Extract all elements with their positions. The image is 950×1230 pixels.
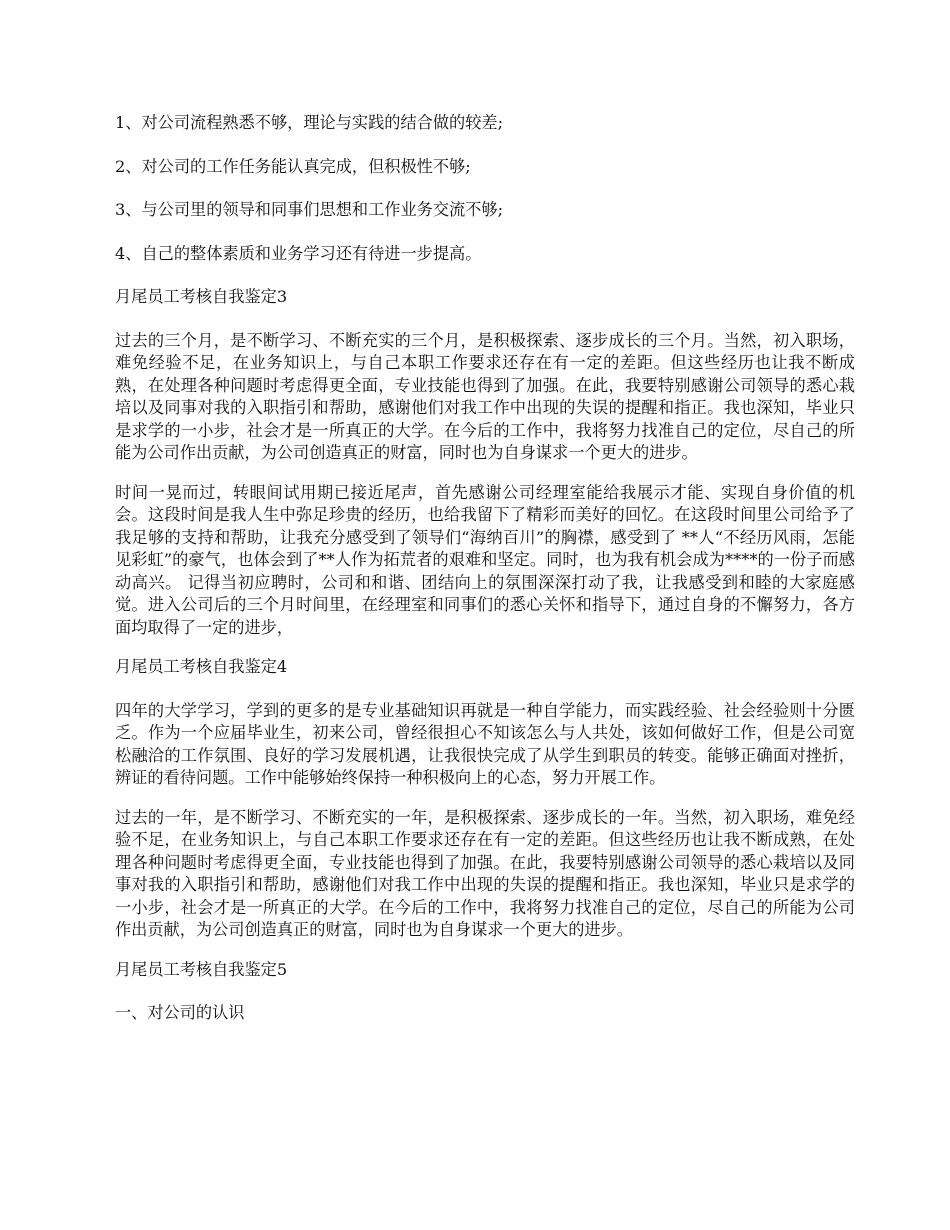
- list-item: 4、自己的整体素质和业务学习还有待进一步提高。: [115, 243, 482, 263]
- subheading-5-1: 一、对公司的认识: [115, 1003, 245, 1022]
- list-item: 1、对公司流程熟悉不够，理论与实践的结合做的较差;: [115, 113, 504, 132]
- document-body: [115, 112, 855, 1025]
- section-heading-5: 月尾员工考核自我鉴定5: [115, 959, 288, 979]
- paragraph-3a: 过去的三个月，是不断学习、不断充实的三个月，是积极探索、逐步成长的三个月。当然，初入职场，难免经验不足，在业务知识上，与自己本职工作要求还存在有一定的差距。但这些经历也让我不断成熟，在处理各种问题时考虑得更全面，专业技能也得到了加强。在此，我要特别感谢公司领导的悉心栽培以及同事对我的入职指引和帮助，感谢他们对我工作中出现的失误的提醒和指正。我也深知，毕业只是求学的一小步，社会才是一所真正的大学。在今后的工作中，我将努力找准自己的定位，尽自己的所能为公司作出贡献，为公司创造真正的财富，同时也为自身谋求一个更大的进步。: [115, 330, 855, 462]
- list-item: 3、与公司里的领导和同事们思想和工作业务交流不够;: [115, 200, 504, 219]
- paragraph-3b: 时间一晃而过，转眼间试用期已接近尾声，首先感谢公司经理室能给我展示才能、实现自身价值的机会。这段时间是我人生中弥足珍贵的经历，也给我留下了精彩而美好的回忆。在这段时间里公司给予了我足够的支持和帮助，让我充分感受到了领导们“海纳百川”的胸襟，感受到了 **人“不经历风雨，怎能见彩虹”的豪气，也体会到了**人作为拓荒者的艰难和坚定。同时，也为我有机会成为****的一份子而感动高兴。 记得当初应聘时，公司和和谐、团结向上的氛围深深打动了我，让我感受到和睦的大家庭感觉。进入公司后的三个月时间里，在经理室和同事们的悉心关怀和指导下，通过自身的不懈努力，各方面均取得了一定的进步，: [115, 482, 855, 637]
- paragraph-4b: 过去的一年，是不断学习、不断充实的一年，是积极探索、逐步成长的一年。当然，初入职场，难免经验不足，在业务知识上，与自己本职工作要求还存在有一定的差距。但这些经历也让我不断成熟，在处理各种问题时考虑得更全面，专业技能也得到了加强。在此，我要特别感谢公司领导的悉心栽培以及同事对我的入职指引和帮助，感谢他们对我工作中出现的失误的提醒和指正。我也深知，毕业只是求学的一小步，社会才是一所真正的大学。在今后的工作中，我将努力找准自己的定位，尽自己的所能为公司作出贡献，为公司创造真正的财富，同时也为自身谋求一个更大的进步。: [115, 807, 855, 939]
- list-item: 2、对公司的工作任务能认真完成，但积极性不够;: [115, 156, 471, 176]
- section-heading-4: 月尾员工考核自我鉴定4: [115, 657, 288, 676]
- paragraph-4a: 四年的大学学习，学到的更多的是专业基础知识再就是一种自学能力，而实践经验、社会经验则十分匮乏。作为一个应届毕业生，初来公司，曾经很担心不知该怎么与人共处，该如何做好工作，但是公司宽松融洽的工作氛围、良好的学习发展机遇，让我很快完成了从学生到职员的转变。能够正确面对挫折，辨证的看待问题。工作中能够始终保持一种积极向上的心态，努力开展工作。: [115, 700, 855, 787]
- section-heading-3: 月尾员工考核自我鉴定3: [115, 287, 288, 306]
